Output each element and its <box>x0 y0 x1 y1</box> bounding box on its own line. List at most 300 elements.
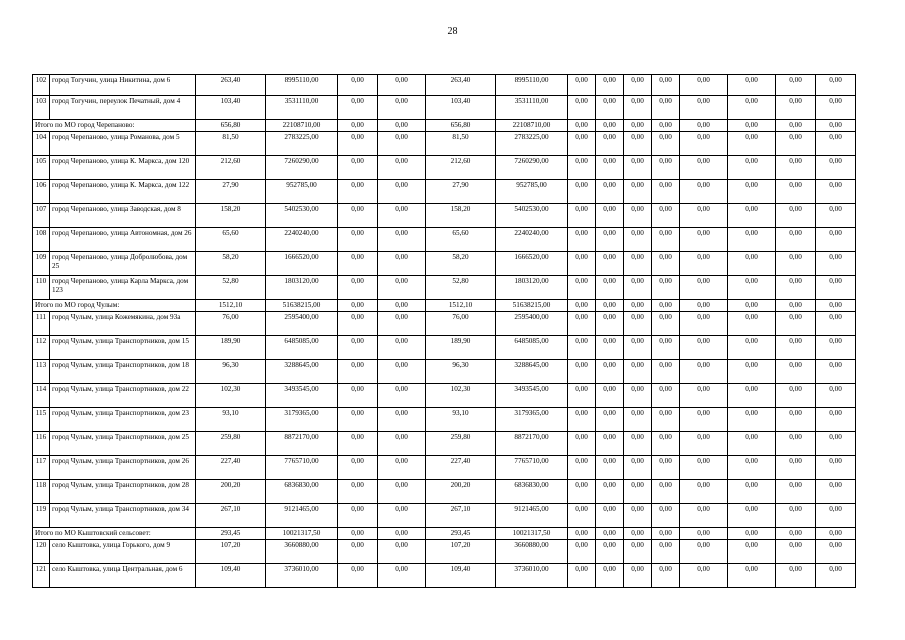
value-cell-e: 1512,10 <box>426 300 496 312</box>
value-cell-d: 0,00 <box>378 180 426 204</box>
value-cell-k: 0,00 <box>680 528 728 540</box>
table-row <box>33 180 856 204</box>
address-cell: город Чулым, улица Транспортников, дом 15 <box>50 336 196 360</box>
value-cell-e: 103,40 <box>426 96 496 120</box>
value-cell-f: 3531110,00 <box>496 96 568 120</box>
value-cell-h: 0,00 <box>596 204 624 228</box>
value-cell-m: 0,00 <box>776 75 816 96</box>
value-cell-m: 0,00 <box>776 228 816 252</box>
total-row <box>33 300 856 312</box>
value-cell-k: 0,00 <box>680 75 728 96</box>
value-cell-n: 0,00 <box>816 540 856 564</box>
value-cell-h: 0,00 <box>596 480 624 504</box>
row-number: 111 <box>33 312 50 336</box>
table-row <box>33 456 856 480</box>
value-cell-b: 10021317,50 <box>266 528 338 540</box>
value-cell-m: 0,00 <box>776 312 816 336</box>
row-number: 112 <box>33 336 50 360</box>
value-cell-c: 0,00 <box>338 360 378 384</box>
value-cell-h: 0,00 <box>596 120 624 132</box>
value-cell-j: 0,00 <box>652 456 680 480</box>
row-number: 103 <box>33 96 50 120</box>
row-number: 106 <box>33 180 50 204</box>
value-cell-f: 10021317,50 <box>496 528 568 540</box>
value-cell-h: 0,00 <box>596 312 624 336</box>
value-cell-b: 3493545,00 <box>266 384 338 408</box>
value-cell-f: 51638215,00 <box>496 300 568 312</box>
value-cell-e: 259,80 <box>426 432 496 456</box>
value-cell-b: 1666520,00 <box>266 252 338 276</box>
value-cell-j: 0,00 <box>652 408 680 432</box>
value-cell-d: 0,00 <box>378 156 426 180</box>
value-cell-n: 0,00 <box>816 300 856 312</box>
value-cell-c: 0,00 <box>338 564 378 588</box>
value-cell-e: 189,90 <box>426 336 496 360</box>
value-cell-k: 0,00 <box>680 432 728 456</box>
value-cell-n: 0,00 <box>816 120 856 132</box>
value-cell-l: 0,00 <box>728 276 776 300</box>
value-cell-e: 200,20 <box>426 480 496 504</box>
address-cell: город Тогучин, улица Никитина, дом 6 <box>50 75 196 96</box>
value-cell-c: 0,00 <box>338 408 378 432</box>
table-row <box>33 432 856 456</box>
address-cell: город Чулым, улица Транспортников, дом 23 <box>50 408 196 432</box>
address-cell: город Чулым, улица Транспортников, дом 26 <box>50 456 196 480</box>
value-cell-b: 952785,00 <box>266 180 338 204</box>
value-cell-f: 3493545,00 <box>496 384 568 408</box>
value-cell-n: 0,00 <box>816 204 856 228</box>
row-number: 116 <box>33 432 50 456</box>
total-row <box>33 120 856 132</box>
value-cell-j: 0,00 <box>652 360 680 384</box>
value-cell-j: 0,00 <box>652 336 680 360</box>
table-row <box>33 408 856 432</box>
table-row <box>33 204 856 228</box>
value-cell-a: 96,30 <box>196 360 266 384</box>
value-cell-h: 0,00 <box>596 156 624 180</box>
value-cell-d: 0,00 <box>378 96 426 120</box>
value-cell-h: 0,00 <box>596 564 624 588</box>
value-cell-j: 0,00 <box>652 300 680 312</box>
value-cell-h: 0,00 <box>596 360 624 384</box>
value-cell-k: 0,00 <box>680 180 728 204</box>
value-cell-k: 0,00 <box>680 336 728 360</box>
value-cell-l: 0,00 <box>728 408 776 432</box>
value-cell-d: 0,00 <box>378 204 426 228</box>
value-cell-h: 0,00 <box>596 504 624 528</box>
value-cell-n: 0,00 <box>816 564 856 588</box>
value-cell-l: 0,00 <box>728 180 776 204</box>
table-row <box>33 384 856 408</box>
value-cell-i: 0,00 <box>624 528 652 540</box>
value-cell-l: 0,00 <box>728 528 776 540</box>
value-cell-m: 0,00 <box>776 132 816 156</box>
table-row <box>33 96 856 120</box>
value-cell-n: 0,00 <box>816 276 856 300</box>
row-number: 114 <box>33 384 50 408</box>
value-cell-f: 7765710,00 <box>496 456 568 480</box>
value-cell-b: 2240240,00 <box>266 228 338 252</box>
value-cell-b: 2595400,00 <box>266 312 338 336</box>
value-cell-c: 0,00 <box>338 132 378 156</box>
value-cell-k: 0,00 <box>680 360 728 384</box>
value-cell-g: 0,00 <box>568 300 596 312</box>
value-cell-a: 93,10 <box>196 408 266 432</box>
value-cell-l: 0,00 <box>728 96 776 120</box>
value-cell-b: 2783225,00 <box>266 132 338 156</box>
total-label: Итого по МО город Чулым: <box>33 300 196 312</box>
value-cell-h: 0,00 <box>596 300 624 312</box>
value-cell-d: 0,00 <box>378 336 426 360</box>
value-cell-a: 212,60 <box>196 156 266 180</box>
value-cell-n: 0,00 <box>816 504 856 528</box>
value-cell-e: 109,40 <box>426 564 496 588</box>
value-cell-n: 0,00 <box>816 132 856 156</box>
value-cell-b: 22108710,00 <box>266 120 338 132</box>
value-cell-c: 0,00 <box>338 480 378 504</box>
value-cell-a: 1512,10 <box>196 300 266 312</box>
value-cell-n: 0,00 <box>816 432 856 456</box>
value-cell-h: 0,00 <box>596 528 624 540</box>
value-cell-h: 0,00 <box>596 228 624 252</box>
value-cell-g: 0,00 <box>568 540 596 564</box>
value-cell-d: 0,00 <box>378 564 426 588</box>
value-cell-k: 0,00 <box>680 456 728 480</box>
value-cell-f: 6836830,00 <box>496 480 568 504</box>
value-cell-a: 200,20 <box>196 480 266 504</box>
value-cell-m: 0,00 <box>776 456 816 480</box>
value-cell-j: 0,00 <box>652 276 680 300</box>
value-cell-a: 52,80 <box>196 276 266 300</box>
value-cell-b: 5402530,00 <box>266 204 338 228</box>
value-cell-a: 27,90 <box>196 180 266 204</box>
value-cell-m: 0,00 <box>776 564 816 588</box>
value-cell-m: 0,00 <box>776 120 816 132</box>
value-cell-g: 0,00 <box>568 228 596 252</box>
value-cell-k: 0,00 <box>680 480 728 504</box>
value-cell-m: 0,00 <box>776 528 816 540</box>
value-cell-g: 0,00 <box>568 75 596 96</box>
table-body <box>33 75 856 588</box>
value-cell-l: 0,00 <box>728 156 776 180</box>
value-cell-k: 0,00 <box>680 312 728 336</box>
value-cell-d: 0,00 <box>378 408 426 432</box>
value-cell-c: 0,00 <box>338 276 378 300</box>
value-cell-d: 0,00 <box>378 120 426 132</box>
value-cell-e: 158,20 <box>426 204 496 228</box>
value-cell-c: 0,00 <box>338 75 378 96</box>
value-cell-i: 0,00 <box>624 540 652 564</box>
address-cell: город Чулым, улица Транспортников, дом 22 <box>50 384 196 408</box>
value-cell-d: 0,00 <box>378 75 426 96</box>
row-number: 108 <box>33 228 50 252</box>
value-cell-n: 0,00 <box>816 384 856 408</box>
value-cell-a: 109,40 <box>196 564 266 588</box>
value-cell-i: 0,00 <box>624 276 652 300</box>
value-cell-h: 0,00 <box>596 180 624 204</box>
address-cell: город Черепаново, улица К. Маркса, дом 122 <box>50 180 196 204</box>
row-number: 102 <box>33 75 50 96</box>
value-cell-k: 0,00 <box>680 276 728 300</box>
value-cell-b: 6485085,00 <box>266 336 338 360</box>
value-cell-d: 0,00 <box>378 540 426 564</box>
value-cell-i: 0,00 <box>624 456 652 480</box>
row-number: 120 <box>33 540 50 564</box>
value-cell-j: 0,00 <box>652 75 680 96</box>
value-cell-h: 0,00 <box>596 540 624 564</box>
row-number: 110 <box>33 276 50 300</box>
address-cell: город Черепаново, улица Романова, дом 5 <box>50 132 196 156</box>
value-cell-a: 263,40 <box>196 75 266 96</box>
value-cell-j: 0,00 <box>652 312 680 336</box>
table-row <box>33 228 856 252</box>
value-cell-l: 0,00 <box>728 384 776 408</box>
row-number: 104 <box>33 132 50 156</box>
value-cell-i: 0,00 <box>624 120 652 132</box>
value-cell-b: 3288645,00 <box>266 360 338 384</box>
value-cell-h: 0,00 <box>596 432 624 456</box>
address-cell: город Черепаново, улица Заводская, дом 8 <box>50 204 196 228</box>
value-cell-a: 76,00 <box>196 312 266 336</box>
value-cell-b: 7260290,00 <box>266 156 338 180</box>
value-cell-d: 0,00 <box>378 504 426 528</box>
value-cell-b: 9121465,00 <box>266 504 338 528</box>
value-cell-k: 0,00 <box>680 204 728 228</box>
value-cell-l: 0,00 <box>728 120 776 132</box>
value-cell-l: 0,00 <box>728 432 776 456</box>
value-cell-e: 102,30 <box>426 384 496 408</box>
value-cell-j: 0,00 <box>652 156 680 180</box>
row-number: 105 <box>33 156 50 180</box>
value-cell-l: 0,00 <box>728 75 776 96</box>
value-cell-g: 0,00 <box>568 180 596 204</box>
value-cell-d: 0,00 <box>378 456 426 480</box>
value-cell-m: 0,00 <box>776 276 816 300</box>
value-cell-j: 0,00 <box>652 180 680 204</box>
value-cell-d: 0,00 <box>378 312 426 336</box>
value-cell-n: 0,00 <box>816 480 856 504</box>
value-cell-g: 0,00 <box>568 120 596 132</box>
value-cell-g: 0,00 <box>568 360 596 384</box>
value-cell-n: 0,00 <box>816 312 856 336</box>
value-cell-n: 0,00 <box>816 252 856 276</box>
value-cell-f: 9121465,00 <box>496 504 568 528</box>
total-row <box>33 528 856 540</box>
value-cell-e: 263,40 <box>426 75 496 96</box>
table-row <box>33 276 856 300</box>
value-cell-c: 0,00 <box>338 300 378 312</box>
value-cell-a: 293,45 <box>196 528 266 540</box>
value-cell-e: 107,20 <box>426 540 496 564</box>
value-cell-h: 0,00 <box>596 276 624 300</box>
value-cell-i: 0,00 <box>624 480 652 504</box>
value-cell-g: 0,00 <box>568 480 596 504</box>
value-cell-l: 0,00 <box>728 504 776 528</box>
address-cell: село Кыштовка, улица Центральная, дом 6 <box>50 564 196 588</box>
value-cell-c: 0,00 <box>338 336 378 360</box>
value-cell-d: 0,00 <box>378 384 426 408</box>
row-number: 119 <box>33 504 50 528</box>
value-cell-f: 3179365,00 <box>496 408 568 432</box>
value-cell-d: 0,00 <box>378 252 426 276</box>
value-cell-b: 8995110,00 <box>266 75 338 96</box>
value-cell-c: 0,00 <box>338 156 378 180</box>
address-cell: город Черепаново, улица Карла Маркса, дом 123 <box>50 276 196 300</box>
value-cell-j: 0,00 <box>652 132 680 156</box>
value-cell-c: 0,00 <box>338 252 378 276</box>
value-cell-f: 8995110,00 <box>496 75 568 96</box>
value-cell-i: 0,00 <box>624 96 652 120</box>
housing-table <box>32 74 856 588</box>
value-cell-n: 0,00 <box>816 456 856 480</box>
value-cell-h: 0,00 <box>596 456 624 480</box>
table-row <box>33 540 856 564</box>
value-cell-j: 0,00 <box>652 528 680 540</box>
value-cell-g: 0,00 <box>568 276 596 300</box>
value-cell-m: 0,00 <box>776 432 816 456</box>
value-cell-k: 0,00 <box>680 504 728 528</box>
value-cell-l: 0,00 <box>728 252 776 276</box>
value-cell-m: 0,00 <box>776 504 816 528</box>
address-cell: город Чулым, улица Транспортников, дом 25 <box>50 432 196 456</box>
value-cell-b: 8872170,00 <box>266 432 338 456</box>
value-cell-d: 0,00 <box>378 300 426 312</box>
value-cell-f: 3736010,00 <box>496 564 568 588</box>
value-cell-i: 0,00 <box>624 75 652 96</box>
value-cell-a: 81,50 <box>196 132 266 156</box>
value-cell-f: 22108710,00 <box>496 120 568 132</box>
value-cell-l: 0,00 <box>728 204 776 228</box>
value-cell-c: 0,00 <box>338 228 378 252</box>
value-cell-m: 0,00 <box>776 540 816 564</box>
table-row <box>33 312 856 336</box>
value-cell-i: 0,00 <box>624 228 652 252</box>
value-cell-a: 656,80 <box>196 120 266 132</box>
value-cell-h: 0,00 <box>596 252 624 276</box>
value-cell-j: 0,00 <box>652 480 680 504</box>
total-label: Итого по МО город Черепаново: <box>33 120 196 132</box>
value-cell-d: 0,00 <box>378 528 426 540</box>
value-cell-h: 0,00 <box>596 336 624 360</box>
address-cell: город Чулым, улица Транспортников, дом 28 <box>50 480 196 504</box>
value-cell-e: 76,00 <box>426 312 496 336</box>
row-number: 117 <box>33 456 50 480</box>
address-cell: город Тогучин, переулок Печатный, дом 4 <box>50 96 196 120</box>
value-cell-m: 0,00 <box>776 252 816 276</box>
value-cell-i: 0,00 <box>624 180 652 204</box>
value-cell-f: 952785,00 <box>496 180 568 204</box>
value-cell-e: 93,10 <box>426 408 496 432</box>
value-cell-i: 0,00 <box>624 156 652 180</box>
page-number: 28 <box>447 26 458 37</box>
value-cell-l: 0,00 <box>728 132 776 156</box>
value-cell-l: 0,00 <box>728 228 776 252</box>
value-cell-g: 0,00 <box>568 384 596 408</box>
value-cell-g: 0,00 <box>568 96 596 120</box>
value-cell-e: 27,90 <box>426 180 496 204</box>
value-cell-j: 0,00 <box>652 564 680 588</box>
table-row <box>33 156 856 180</box>
value-cell-g: 0,00 <box>568 408 596 432</box>
value-cell-i: 0,00 <box>624 432 652 456</box>
value-cell-k: 0,00 <box>680 300 728 312</box>
value-cell-i: 0,00 <box>624 408 652 432</box>
value-cell-j: 0,00 <box>652 540 680 564</box>
value-cell-g: 0,00 <box>568 528 596 540</box>
value-cell-b: 3179365,00 <box>266 408 338 432</box>
address-cell: город Черепаново, улица Автономная, дом 26 <box>50 228 196 252</box>
row-number: 109 <box>33 252 50 276</box>
value-cell-k: 0,00 <box>680 228 728 252</box>
row-number: 118 <box>33 480 50 504</box>
value-cell-e: 212,60 <box>426 156 496 180</box>
value-cell-n: 0,00 <box>816 360 856 384</box>
value-cell-c: 0,00 <box>338 180 378 204</box>
value-cell-m: 0,00 <box>776 96 816 120</box>
value-cell-g: 0,00 <box>568 156 596 180</box>
total-label: Итого по МО Кыштовский сельсовет: <box>33 528 196 540</box>
value-cell-m: 0,00 <box>776 480 816 504</box>
address-cell: город Черепаново, улица Добролюбова, дом 25 <box>50 252 196 276</box>
value-cell-d: 0,00 <box>378 360 426 384</box>
value-cell-a: 227,40 <box>196 456 266 480</box>
value-cell-k: 0,00 <box>680 384 728 408</box>
value-cell-h: 0,00 <box>596 384 624 408</box>
value-cell-n: 0,00 <box>816 336 856 360</box>
value-cell-c: 0,00 <box>338 96 378 120</box>
value-cell-i: 0,00 <box>624 204 652 228</box>
table-row <box>33 336 856 360</box>
value-cell-l: 0,00 <box>728 360 776 384</box>
table-row <box>33 504 856 528</box>
value-cell-d: 0,00 <box>378 432 426 456</box>
value-cell-i: 0,00 <box>624 300 652 312</box>
value-cell-m: 0,00 <box>776 180 816 204</box>
value-cell-g: 0,00 <box>568 204 596 228</box>
row-number: 107 <box>33 204 50 228</box>
address-cell: город Чулым, улица Кожемякина, дом 93а <box>50 312 196 336</box>
value-cell-b: 51638215,00 <box>266 300 338 312</box>
value-cell-e: 52,80 <box>426 276 496 300</box>
row-number: 113 <box>33 360 50 384</box>
table-row <box>33 360 856 384</box>
value-cell-k: 0,00 <box>680 408 728 432</box>
value-cell-f: 5402530,00 <box>496 204 568 228</box>
value-cell-h: 0,00 <box>596 132 624 156</box>
address-cell: город Черепаново, улица К. Маркса, дом 120 <box>50 156 196 180</box>
table-row <box>33 75 856 96</box>
value-cell-f: 7260290,00 <box>496 156 568 180</box>
value-cell-c: 0,00 <box>338 456 378 480</box>
value-cell-a: 189,90 <box>196 336 266 360</box>
value-cell-n: 0,00 <box>816 96 856 120</box>
value-cell-n: 0,00 <box>816 75 856 96</box>
value-cell-j: 0,00 <box>652 204 680 228</box>
value-cell-k: 0,00 <box>680 96 728 120</box>
value-cell-e: 65,60 <box>426 228 496 252</box>
value-cell-l: 0,00 <box>728 564 776 588</box>
value-cell-l: 0,00 <box>728 300 776 312</box>
value-cell-c: 0,00 <box>338 504 378 528</box>
value-cell-h: 0,00 <box>596 75 624 96</box>
value-cell-d: 0,00 <box>378 132 426 156</box>
value-cell-g: 0,00 <box>568 336 596 360</box>
value-cell-g: 0,00 <box>568 312 596 336</box>
value-cell-f: 1803120,00 <box>496 276 568 300</box>
value-cell-a: 103,40 <box>196 96 266 120</box>
value-cell-l: 0,00 <box>728 312 776 336</box>
value-cell-c: 0,00 <box>338 540 378 564</box>
